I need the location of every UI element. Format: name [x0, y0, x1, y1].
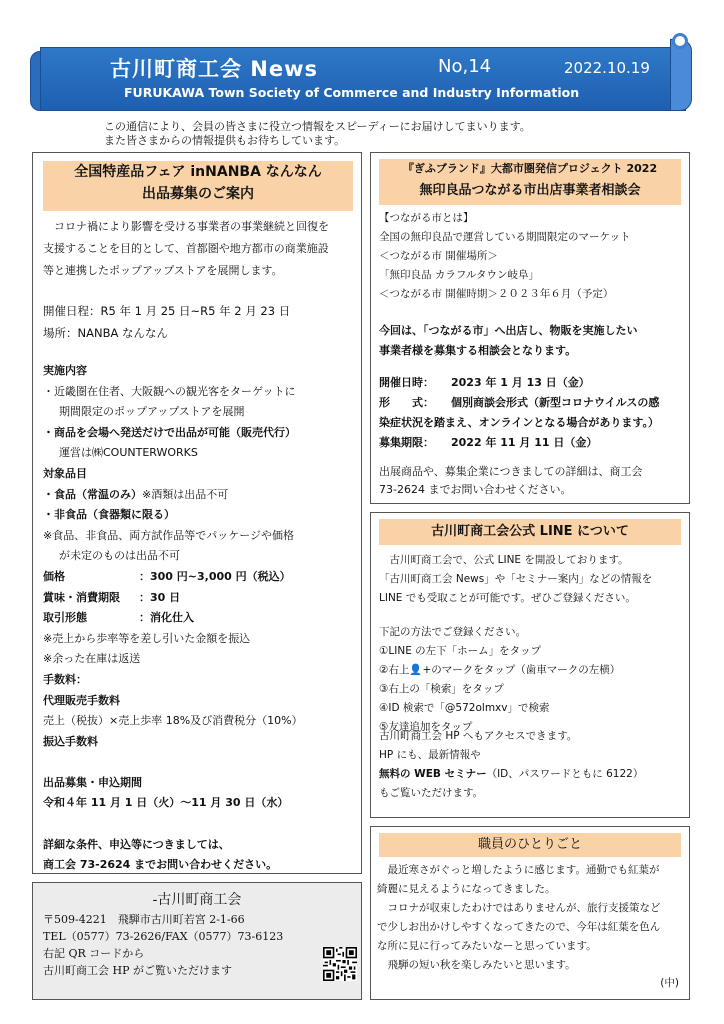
period-heading: 出品募集・申込期間 — [43, 775, 142, 789]
address-lines — [43, 911, 283, 979]
phone-fax: TEL（0577）73-2626/FAX（0577）73-6123 — [43, 930, 284, 943]
line-hp-line: もご覧いただけます。 — [379, 787, 484, 799]
line-intro-line: 「古川町商工会 News」や「セミナー案内」などの情報を — [379, 573, 653, 585]
muji-date-label: 開催日時： — [379, 376, 434, 389]
item-nonfood: ・非食品（食器類に限る） — [43, 508, 175, 522]
content-heading: 実施内容 — [43, 364, 87, 377]
fair-title — [43, 161, 353, 211]
fee-heading: 手数料： — [43, 672, 87, 686]
expiry-row — [43, 588, 303, 609]
content-item: ・商品を会場へ発送だけで出品が可能（販売代行） — [43, 425, 296, 439]
fair-contact: 商工会 73-2624 までお問い合わせください。 — [43, 858, 278, 872]
item-note: が未定のものは出品不可 — [59, 549, 180, 563]
muji-date-row — [379, 373, 659, 393]
header-banner — [30, 47, 692, 115]
muji-about — [379, 209, 630, 304]
intro-line: この通信により、会員の皆さまに役立つ情報をスピーディーにお届けしてまいります。 — [104, 120, 531, 133]
spacer — [43, 752, 303, 773]
staff-line: な所に見に行ってみたいなーと思っています。 — [377, 940, 597, 952]
line-hp-line: HP にも、最新情報や — [379, 749, 481, 761]
trade-row — [43, 608, 303, 629]
muji-about-line: ＜つながる市 開催時期＞２０２３年６月（予定） — [379, 288, 614, 300]
muji-format-value: 個別商談会形式（新型コロナウイルスの感 — [451, 396, 660, 409]
price-value: ：300 円~3,000 円（税込） — [139, 569, 291, 583]
muji-about-line: 全国の無印良品で運営している期間限定のマーケット — [379, 231, 631, 243]
muji-about-line: 「無印良品 カラフルタウン岐阜」 — [379, 269, 539, 281]
muji-format-row — [379, 393, 659, 413]
expiry-value: ：30 日 — [139, 590, 181, 604]
trade-label: 取引形態 — [43, 611, 87, 625]
line-hp-line: 古川町商工会 HP へもアクセスできます。 — [379, 730, 578, 742]
staff-line: 最近寒さがぐっと増したように感じます。通勤でも紅葉が — [377, 864, 660, 876]
muji-title-line1: 『ぎふブランド』大都市圏発信プロジェクト 2022 — [402, 162, 658, 175]
staff-text — [377, 861, 685, 975]
intro-text — [104, 120, 531, 148]
staff-signature: (中) — [660, 977, 679, 989]
line-intro-line: 古川町商工会で、公式 LINE を開設しております。 — [379, 554, 629, 566]
issue-number: No,14 — [438, 56, 492, 77]
muji-format-row-b: 染症状況を踏まえ、オンラインとなる場合があります。） — [379, 416, 659, 429]
fair-date: 開催日程：R5 年 1 月 25 日~R5 年 2 月 23 日 — [43, 304, 291, 318]
line-intro-line: LINE でも受取ことが可能です。ぜひご登録ください。 — [379, 592, 636, 604]
muji-contact — [379, 463, 643, 499]
staff-line: で少しお出かけしやすくなってきたので、今年は紅葉を色ん — [377, 921, 661, 933]
muji-contact-line: 73-2624 までお問い合わせください。 — [379, 483, 572, 496]
fair-title-line1: 全国特産品フェア inNANBA なんなん — [74, 164, 322, 180]
qr-caption: 古川町商工会 HP がご覧いただけます — [43, 964, 232, 977]
period-value: 令和４年 11 月 1 日（火）～11 月 30 日（水） — [43, 796, 289, 810]
web-seminar-credentials: （ID、パスワードともに 6122） — [486, 768, 644, 780]
line-step: ②右上👤+のマークをタップ（歯車マークの左横） — [379, 664, 621, 676]
fair-venue: 場所：NANBA なんなん — [43, 326, 168, 340]
muji-format-label: 形 式： — [379, 396, 434, 409]
muji-title-line2: 無印良品つながる市出店事業者相談会 — [419, 183, 641, 198]
fair-intro — [43, 216, 329, 282]
line-section — [370, 512, 690, 818]
fair-details — [43, 361, 303, 876]
fair-contact: 詳細な条件、申込等につきましては、 — [43, 837, 230, 851]
line-step: ③右上の「検索」をタップ — [379, 683, 504, 695]
line-hp-line — [379, 765, 643, 784]
trade-value: ：消化仕入 — [139, 611, 194, 625]
price-label: 価格 — [43, 569, 65, 583]
line-step: ⑤友達追加をタップ — [379, 721, 473, 733]
muji-contact-line: 出展商品や、募集企業につきましての詳細は、商工会 — [379, 465, 643, 478]
item-food-label: ・食品（常温のみ） — [43, 487, 142, 501]
trade-note: ※余った在庫は返送 — [43, 652, 141, 666]
line-step: 下記の方法でご登録ください。 — [379, 626, 526, 638]
newsletter-title: 古川町商工会 News — [110, 57, 319, 81]
address-box — [32, 882, 362, 1000]
muji-info — [379, 373, 659, 453]
staff-line: 綺麗に見えるようになってきました。 — [377, 883, 556, 895]
line-step: ①LINE の左下「ホーム」をタップ — [379, 645, 542, 657]
web-seminar-label: 無料の WEB セミナー — [379, 768, 487, 780]
intro-line: また皆さまからの情報提供もお待ちしています。 — [104, 134, 346, 147]
line-steps — [379, 623, 620, 737]
muji-deadline-value: 2022 年 11 月 11 日（金） — [451, 436, 598, 449]
fair-intro-line: 等と連携したポップアップストアを展開します。 — [43, 264, 283, 277]
trade-note: ※売上から歩率等を差し引いた金額を振込 — [43, 631, 251, 645]
muji-deadline-row — [379, 433, 659, 453]
muji-title — [379, 159, 681, 205]
item-food-note: ※酒類は出品不可 — [142, 487, 229, 501]
muji-deadline-label: 募集期限： — [379, 436, 434, 449]
muji-lead — [379, 321, 638, 361]
issue-date: 2022.10.19 — [564, 59, 650, 77]
item-note: ※食品、非食品、両方試作品等でパッケージや価格 — [43, 528, 294, 542]
fair-title-line2: 出品募集のご案内 — [142, 186, 254, 202]
muji-about-line: ＜つながる市 開催場所＞ — [379, 250, 498, 262]
line-hp — [379, 727, 643, 803]
qr-code-icon[interactable] — [323, 947, 357, 981]
muji-lead-line: 事業者様を募集する相談会となります。 — [379, 344, 577, 357]
muji-section — [370, 152, 690, 504]
staff-line: 飛騨の短い秋を楽しみたいと思います。 — [377, 959, 576, 971]
fee-agent: 代理販売手数料 — [43, 693, 120, 707]
items-heading: 対象品目 — [43, 466, 87, 480]
expiry-label: 賞味・消費期限 — [43, 590, 120, 604]
scroll-curl-right — [670, 39, 692, 111]
scroll-curl-top — [672, 33, 688, 49]
staff-title: 職員のひとりごと — [379, 833, 681, 857]
line-title: 古川町商工会公式 LINE について — [379, 519, 681, 545]
content-item: ・近畿圏在住者、大阪観への観光客をターゲットに — [43, 384, 296, 398]
line-step: ④ID 検索で「@572olmxv」で検索 — [379, 702, 550, 714]
postal-address: 〒509-4221 飛騨市古川町若宮 2-1-66 — [43, 913, 245, 926]
content-item: 期間限定のポップアップストアを展開 — [59, 405, 245, 419]
fair-section — [32, 152, 362, 874]
content-item: 運営は㈱COUNTERWORKS — [59, 446, 198, 460]
spacer — [43, 814, 303, 835]
price-row — [43, 567, 303, 588]
muji-about-line: 【つながる市とは】 — [379, 212, 474, 224]
fee-agent-value: 売上（税抜）×売上歩率 18%及び消費税分（10%） — [43, 714, 303, 728]
line-intro — [379, 551, 652, 608]
muji-date-value: 2023 年 1 月 13 日（金） — [451, 376, 590, 389]
fee-transfer: 振込手数料 — [43, 734, 98, 748]
newsletter-subtitle: FURUKAWA Town Society of Commerce and Industry Information — [124, 85, 580, 100]
fair-intro-line: 支援することを目的として、首都圏や地方都市の商業施設 — [43, 242, 329, 255]
item-food — [43, 485, 303, 506]
qr-caption: 右記 QR コードから — [43, 947, 145, 960]
fair-intro-line: コロナ禍により影響を受ける事業者の事業継続と回復を — [43, 220, 329, 233]
organization-name: -古川町商工会 — [152, 892, 242, 908]
staff-line: コロナが収束したわけではありませんが、旅行支援策など — [377, 902, 661, 914]
muji-lead-line: 今回は、「つながる市」へ出店し、物販を実施したい — [379, 324, 638, 337]
fair-dates — [43, 300, 290, 344]
staff-section — [370, 826, 690, 1000]
